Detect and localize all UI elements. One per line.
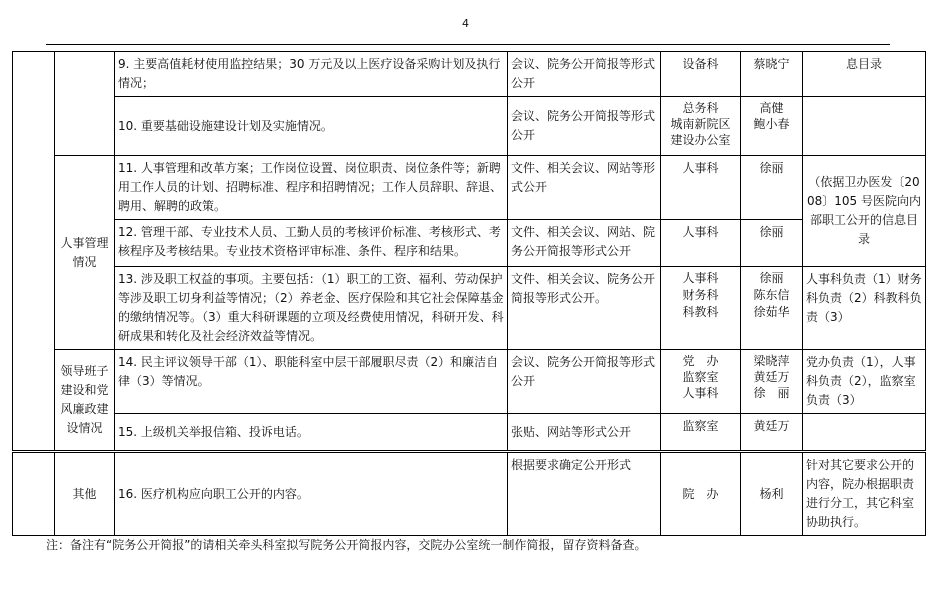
form-cell: 根据要求确定公开形式 — [508, 452, 661, 536]
remark-cell: 人事科负责（1）财务科负责（2）科教科负责（3） — [803, 267, 926, 350]
category-hr: 人事管理情况 — [55, 156, 115, 350]
footnote: 注：备注有“院务公开简报”的请相关牵头科室拟写院务公开简报内容，交院办公室统一制作简报，留存资料备查。 — [46, 538, 647, 552]
outer-blank-cell — [13, 452, 55, 536]
dept-cell: 党 办 监察室 人事科 — [661, 350, 741, 414]
disclosure-table — [12, 51, 926, 536]
page-number: 4 — [462, 17, 469, 30]
dept-cell: 设备科 — [661, 52, 741, 97]
category-other: 其他 — [55, 452, 115, 536]
category-leadership: 领导班子建设和党风廉政建设情况 — [55, 350, 115, 452]
header-rule — [46, 44, 890, 45]
remark-cell: 息目录 — [803, 52, 926, 97]
person-cell: 高健 鲍小春 — [741, 97, 803, 156]
content-cell: 10. 重要基础设施建设计划及实施情况。 — [115, 97, 508, 156]
table-row — [13, 350, 926, 414]
remark-cell: （依据卫办医发〔2008〕105 号医院向内部职工公开的信息目录 — [803, 156, 926, 267]
dept-cell: 人事科 — [661, 220, 741, 267]
form-cell: 文件、相关会议、网站、院务公开简报等形式公开 — [508, 220, 661, 267]
person-cell: 蔡晓宁 — [741, 52, 803, 97]
remark-cell — [803, 414, 926, 452]
remark-cell: 党办负责（1），人事科负责（2），监察室负责（3） — [803, 350, 926, 414]
person-cell: 梁晓萍 黄廷万 徐 丽 — [741, 350, 803, 414]
content-cell: 14. 民主评议领导干部（1）、职能科室中层干部履职尽责（2）和廉洁自律（3）等情况。 — [115, 350, 508, 414]
person-cell: 徐丽 陈东信 徐茹华 — [741, 267, 803, 350]
form-cell: 文件、相关会议、网站等形式公开 — [508, 156, 661, 220]
content-cell: 9. 主要高值耗材使用监控结果；30 万元及以上医疗设备采购计划及执行情况； — [115, 52, 508, 97]
table-row — [13, 220, 926, 267]
form-cell: 文件、相关会议、院务公开简报等形式公开。 — [508, 267, 661, 350]
content-cell: 16. 医疗机构应向职工公开的内容。 — [115, 452, 508, 536]
table-row — [13, 414, 926, 452]
content-cell: 15. 上级机关举报信箱、投诉电话。 — [115, 414, 508, 452]
table-row — [13, 156, 926, 220]
table-row — [13, 97, 926, 156]
dept-cell: 人事科 财务科 科教科 — [661, 267, 741, 350]
table-row — [13, 267, 926, 350]
table-row — [13, 52, 926, 97]
remark-cell: 针对其它要求公开的内容，院办根据职责进行分工，其它科室协助执行。 — [803, 452, 926, 536]
person-cell: 杨利 — [741, 452, 803, 536]
remark-cell — [803, 97, 926, 156]
person-cell: 徐丽 — [741, 156, 803, 220]
form-cell: 会议、院务公开简报等形式公开 — [508, 97, 661, 156]
form-cell: 会议、院务公开简报等形式公开 — [508, 350, 661, 414]
content-cell: 13. 涉及职工权益的事项。主要包括：（1）职工的工资、福利、劳动保护等涉及职工切身利益等情况；（2）养老金、医疗保险和其它社会保障基金的缴纳情况等。（3）重大科研课题的立项及经费使用情况，科研开发、科研成果和转化及社会经济效益等情况。 — [115, 267, 508, 350]
content-cell: 12. 管理干部、专业技术人员、工勤人员的考核评价标准、考核形式、考核程序及考核结果。专业技术资格评审标准、条件、程序和结果。 — [115, 220, 508, 267]
dept-cell: 监察室 — [661, 414, 741, 452]
person-cell: 徐丽 — [741, 220, 803, 267]
dept-cell: 院 办 — [661, 452, 741, 536]
dept-cell: 人事科 — [661, 156, 741, 220]
form-cell: 张贴、网站等形式公开 — [508, 414, 661, 452]
category-blank — [55, 52, 115, 156]
form-cell: 会议、院务公开简报等形式公开 — [508, 52, 661, 97]
content-cell: 11. 人事管理和改革方案；工作岗位设置、岗位职责、岗位条件等；新聘用工作人员的计划、招聘标准、程序和招聘情况；工作人员辞职、辞退、聘用、解聘的政策。 — [115, 156, 508, 220]
outer-blank-column — [13, 52, 55, 452]
dept-cell: 总务科 城南新院区 建设办公室 — [661, 97, 741, 156]
table-row — [13, 452, 926, 536]
person-cell: 黄廷万 — [741, 414, 803, 452]
